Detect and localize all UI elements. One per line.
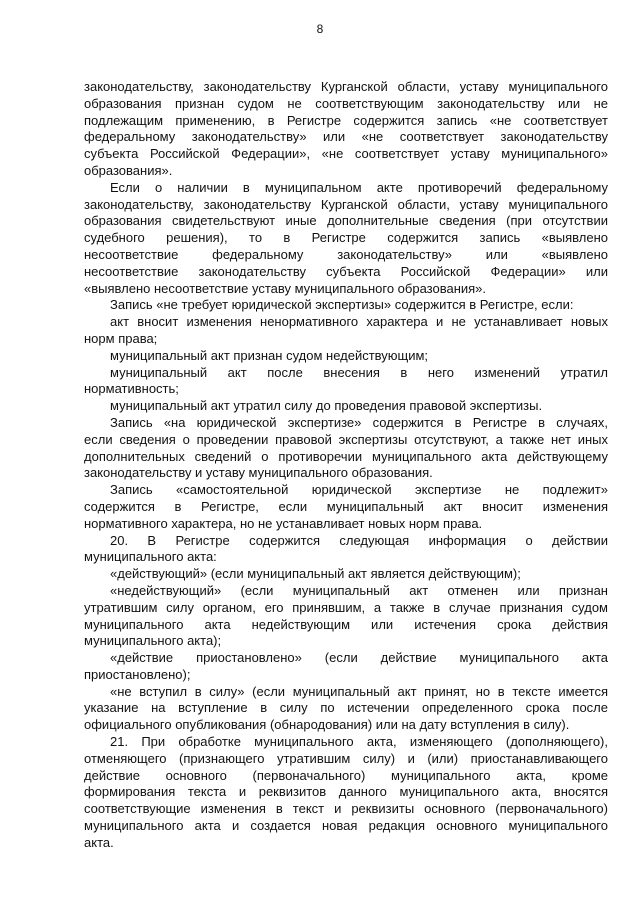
text-line: Запись «самостоятельной юридической экспертизе не подлежит» bbox=[110, 482, 608, 498]
text-line: указание на вступление в силу по истечении определенного срока после bbox=[84, 700, 608, 716]
text-line: Запись «не требует юридической экспертизы» содержится в Регистре, если: bbox=[110, 297, 574, 313]
paragraph bbox=[84, 566, 608, 583]
text-line: соответствующие изменения в текст и реквизиты основного (первоначального) bbox=[84, 801, 608, 817]
text-line: муниципальный акт утратил силу до проведения правовой экспертизы. bbox=[110, 398, 543, 414]
text-line: муниципальный акт признан судом недействующим; bbox=[110, 347, 429, 363]
text-line: муниципального акта: bbox=[84, 549, 217, 565]
paragraph bbox=[84, 79, 608, 180]
text-line: муниципального акта недействующим или истечения срока действия bbox=[84, 616, 608, 632]
text-line: акта. bbox=[84, 834, 114, 850]
text-line: отменяющего (признающего утратившим силу) и (или) приостанавливающего bbox=[84, 750, 608, 766]
text-line: действие основного (первоначального) муниципального акта, кроме bbox=[84, 767, 608, 783]
text-line: несоответствие законодательству субъекта Российской Федерации» или bbox=[84, 263, 608, 279]
text-line: 20. В Регистре содержится следующая информация о действии bbox=[110, 532, 608, 548]
paragraph bbox=[84, 684, 608, 734]
text-line: нормативного характера, но не устанавливает новых норм права. bbox=[84, 515, 483, 531]
paragraph bbox=[84, 297, 608, 314]
text-line: законодательству, законодательству Курганской области, уставу муниципального bbox=[84, 196, 608, 212]
text-line: образования свидетельствуют иные дополнительные сведения (при отсутствии bbox=[84, 213, 608, 229]
text-line: дополнительных сведений о противоречии муниципального акта действующему bbox=[84, 448, 608, 464]
text-line: законодательству и уставу муниципального образования. bbox=[84, 465, 433, 481]
paragraph bbox=[84, 482, 608, 532]
text-line: законодательству, законодательству Курганской области, уставу муниципального bbox=[84, 79, 608, 94]
text-line: образования». bbox=[84, 162, 173, 178]
document-body bbox=[84, 79, 608, 852]
text-line: если сведения о проведении правовой экспертизы отсутствуют, а также нет иных bbox=[84, 431, 608, 447]
text-line: приостановлено); bbox=[84, 666, 191, 682]
text-line: образования признан судом не соответствующим законодательству или не bbox=[84, 95, 608, 111]
text-line: Запись «на юридической экспертизе» содержится в Регистре в случаях, bbox=[110, 414, 608, 430]
text-line: субъекта Российской Федерации», «не соответствует уставу муниципального» bbox=[84, 146, 608, 162]
text-line: 21. При обработке муниципального акта, изменяющего (дополняющего), bbox=[110, 734, 608, 750]
paragraph bbox=[84, 415, 608, 482]
text-line: «недействующий» (если муниципальный акт отменен или признан bbox=[110, 582, 608, 598]
paragraph bbox=[84, 348, 608, 365]
paragraph bbox=[84, 180, 608, 298]
paragraph bbox=[84, 398, 608, 415]
text-line: муниципальный акт после внесения в него изменений утратил bbox=[110, 364, 608, 380]
text-line: нормативность; bbox=[84, 381, 179, 397]
text-line: несоответствие федеральному законодательству» или «выявлено bbox=[84, 246, 608, 262]
paragraph bbox=[84, 583, 608, 650]
paragraph bbox=[84, 650, 608, 684]
text-line: официального опубликования (обнародования) или на дату вступления в силу). bbox=[84, 717, 570, 733]
paragraph bbox=[84, 734, 608, 852]
text-line: федеральному законодательству» или «не соответствует законодательству bbox=[84, 129, 608, 145]
paragraph bbox=[84, 314, 608, 348]
text-line: муниципального акта и создается новая редакция основного муниципального bbox=[84, 818, 608, 834]
text-line: «выявлено несоответствие уставу муниципального образования». bbox=[84, 280, 487, 296]
paragraph bbox=[84, 365, 608, 399]
text-line: «действующий» (если муниципальный акт является действующим); bbox=[110, 566, 521, 582]
text-line: «действие приостановлено» (если действие муниципального акта bbox=[110, 650, 608, 666]
text-line: норм права; bbox=[84, 330, 158, 346]
text-line: муниципального акта); bbox=[84, 633, 222, 649]
text-line: утратившим силу органом, его принявшим, а также в случае признания судом bbox=[84, 599, 608, 615]
text-line: «не вступил в силу» (если муниципальный акт принят, но в тексте имеется bbox=[110, 683, 608, 699]
text-line: содержится в Регистре, если муниципальный акт вносит изменения bbox=[84, 498, 608, 514]
text-line: акт вносит изменения ненормативного характера и не устанавливает новых bbox=[110, 314, 608, 330]
text-line: подлежащим применению, в Регистре содержится запись «не соответствует bbox=[84, 112, 608, 128]
text-line: судебного решения), то в Регистре содержится запись «выявлено bbox=[84, 230, 608, 246]
page-number: 8 bbox=[316, 22, 324, 36]
text-line: формирования текста и реквизитов данного муниципального акта, вносятся bbox=[84, 784, 608, 800]
text-line: Если о наличии в муниципальном акте противоречий федеральному bbox=[110, 179, 608, 195]
paragraph bbox=[84, 533, 608, 567]
